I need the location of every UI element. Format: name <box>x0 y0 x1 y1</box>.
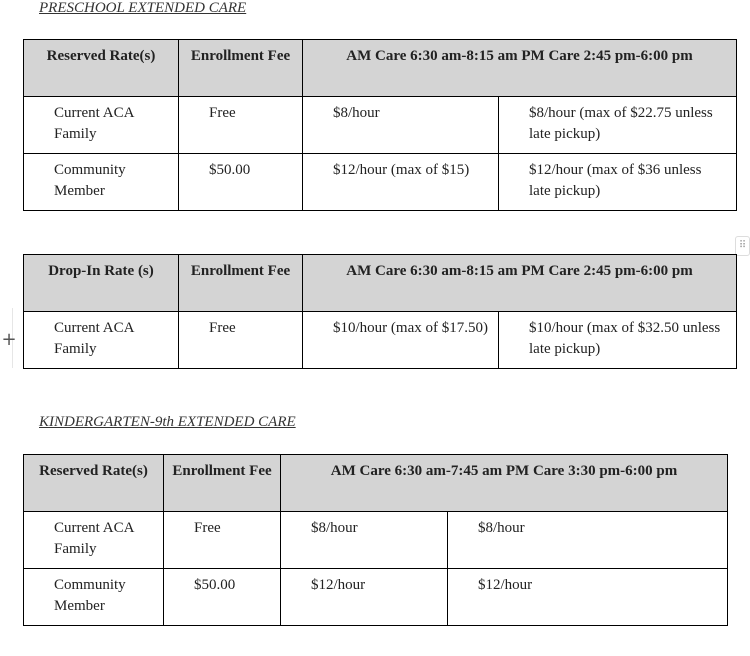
cell-pm-care: $12/hour (max of $36 unless late pickup) <box>499 154 737 211</box>
header-enrollment-fee: Enrollment Fee <box>164 455 281 512</box>
table-row <box>24 154 737 211</box>
plus-icon[interactable]: + <box>1 329 17 350</box>
table-header-row <box>24 255 737 312</box>
cell-am-care: $8/hour <box>281 512 448 569</box>
section-heading-kindergarten: KINDERGARTEN-9th EXTENDED CARE <box>39 414 296 430</box>
cell-rate-type: Current ACA Family <box>24 97 179 154</box>
header-enrollment-fee: Enrollment Fee <box>179 40 303 97</box>
header-reserved-rate: Reserved Rate(s) <box>24 455 164 512</box>
cell-enrollment-fee: $50.00 <box>164 569 281 626</box>
cell-am-care: $8/hour <box>303 97 499 154</box>
cell-enrollment-fee: Free <box>164 512 281 569</box>
cell-rate-type: Community Member <box>24 569 164 626</box>
table-row <box>24 569 728 626</box>
table-row <box>24 312 737 369</box>
table-row <box>24 97 737 154</box>
header-care-hours: AM Care 6:30 am-7:45 am PM Care 3:30 pm-6:00 pm <box>281 455 728 512</box>
preschool-dropin-table <box>23 254 737 369</box>
cell-am-care: $10/hour (max of $17.50) <box>303 312 499 369</box>
header-enrollment-fee: Enrollment Fee <box>179 255 303 312</box>
cell-rate-type: Current ACA Family <box>24 512 164 569</box>
cell-pm-care: $10/hour (max of $32.50 unless late pickup) <box>499 312 737 369</box>
table-header-row <box>24 40 737 97</box>
cell-enrollment-fee: $50.00 <box>179 154 303 211</box>
cell-rate-type: Community Member <box>24 154 179 211</box>
cell-enrollment-fee: Free <box>179 312 303 369</box>
preschool-reserved-table <box>23 39 737 211</box>
drag-handle-icon[interactable]: ⠿ <box>735 236 750 256</box>
cell-pm-care: $8/hour <box>448 512 728 569</box>
cell-pm-care: $12/hour <box>448 569 728 626</box>
header-care-hours: AM Care 6:30 am-8:15 am PM Care 2:45 pm-6:00 pm <box>303 255 737 312</box>
cell-am-care: $12/hour <box>281 569 448 626</box>
header-dropin-rate: Drop-In Rate (s) <box>24 255 179 312</box>
cell-enrollment-fee: Free <box>179 97 303 154</box>
table-row <box>24 512 728 569</box>
table-header-row <box>24 455 728 512</box>
cell-pm-care: $8/hour (max of $22.75 unless late pickup) <box>499 97 737 154</box>
cell-am-care: $12/hour (max of $15) <box>303 154 499 211</box>
kindergarten-reserved-table <box>23 454 728 626</box>
section-heading-preschool: PRESCHOOL EXTENDED CARE <box>39 0 247 16</box>
header-care-hours: AM Care 6:30 am-8:15 am PM Care 2:45 pm-6:00 pm <box>303 40 737 97</box>
cell-rate-type: Current ACA Family <box>24 312 179 369</box>
header-reserved-rate: Reserved Rate(s) <box>24 40 179 97</box>
